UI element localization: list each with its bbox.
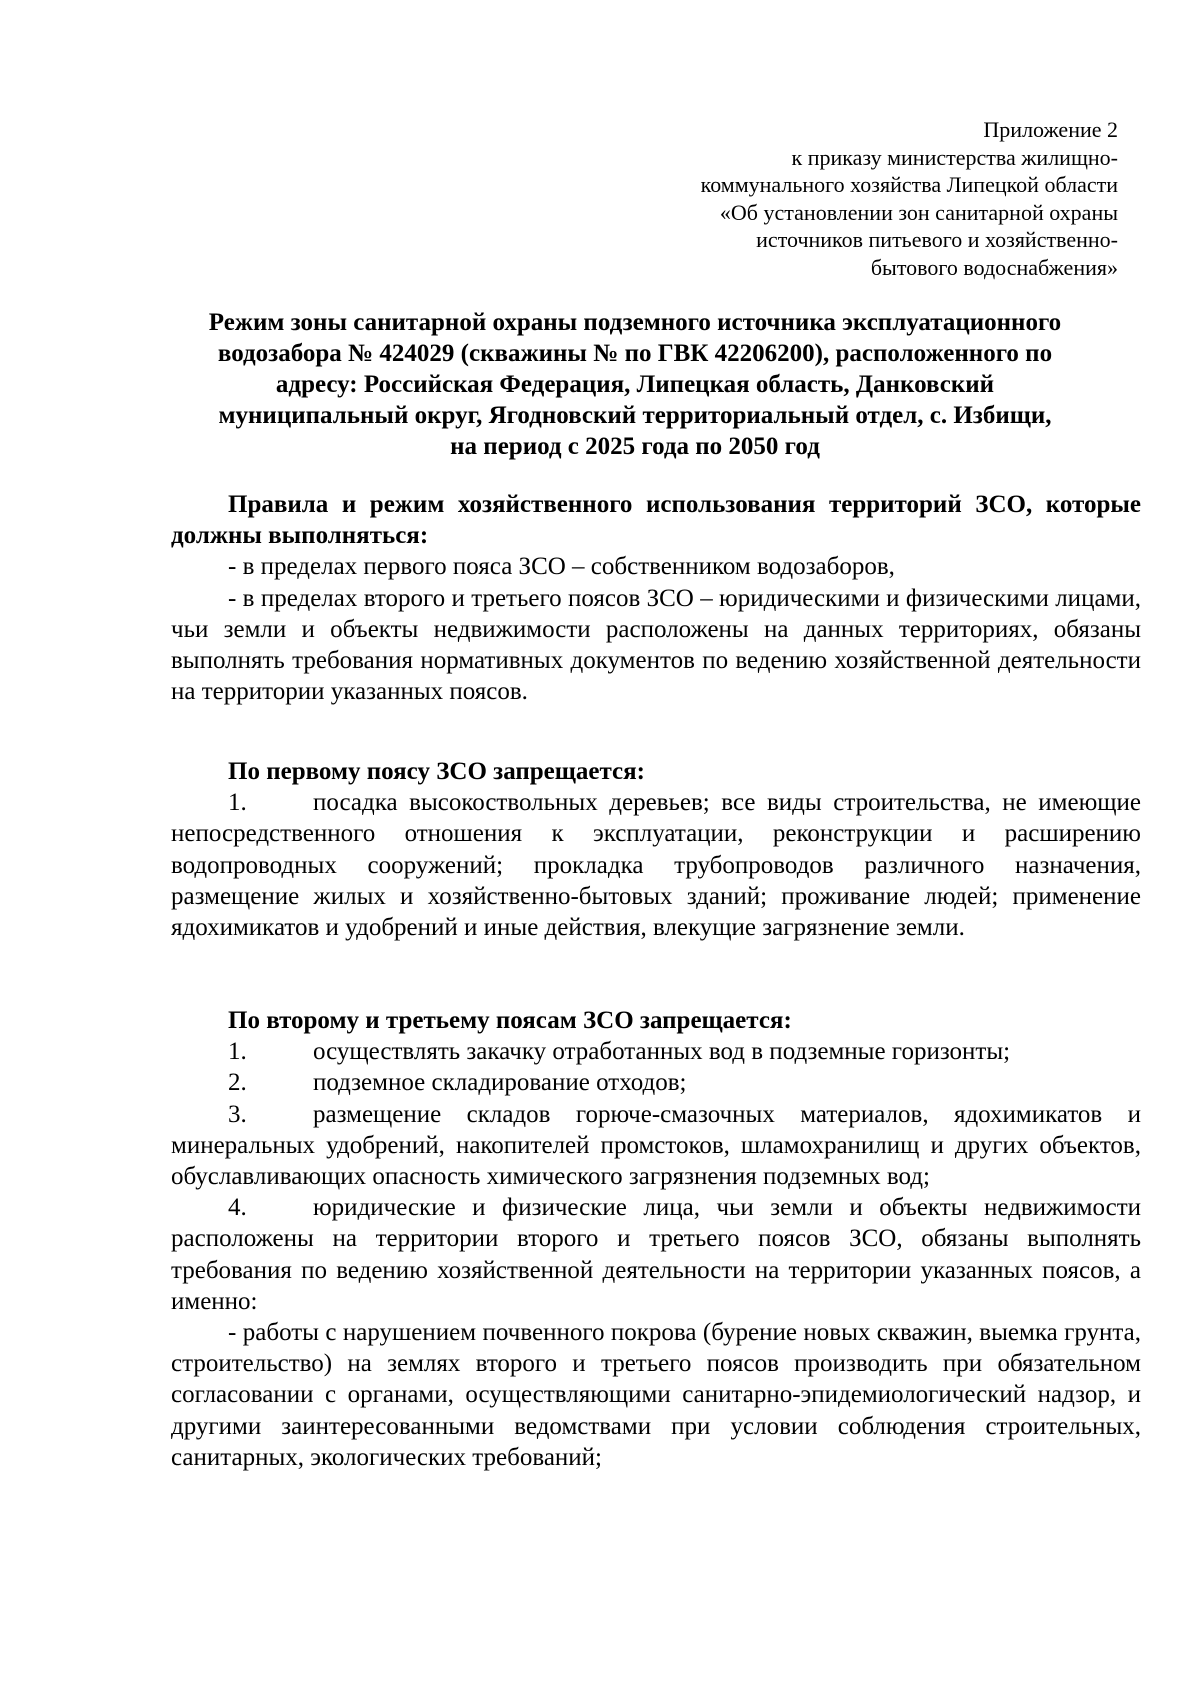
document-title [150, 307, 1120, 462]
rules-section [171, 489, 1141, 707]
item-text: осуществлять закачку отработанных вод в подземные горизонты; [313, 1038, 1011, 1066]
second-third-belt-item [171, 1192, 1141, 1317]
appendix-line: источников питьевого и хозяйственно- [756, 227, 1118, 252]
title-line: адресу: Российская Федерация, Липецкая область, Данковский [275, 371, 995, 398]
first-belt-heading: По первому поясу ЗСО запрещается: [228, 758, 646, 785]
item-text: размещение складов горюче-смазочных материалов, ядохимикатов и минеральных удобрений, накопителей промстоков, шламохранилищ и других объектов, обуславливающих опасность химического загрязнения подземных вод; [171, 1100, 1141, 1191]
second-third-belt-section [171, 1005, 1141, 1473]
title-line: Режим зоны санитарной охраны подземного источника эксплуатационного [208, 309, 1062, 336]
title-line: муниципальный округ, Ягодновский территориальный отдел, с. Избищи, [218, 402, 1052, 429]
appendix-line: коммунального хозяйства Липецкой области [700, 172, 1118, 197]
first-belt-section [171, 756, 1141, 943]
item-number: 1. [228, 789, 247, 817]
item-text: подземное складирование отходов; [313, 1069, 687, 1097]
item-number: 3. [228, 1100, 247, 1128]
rules-item: - в пределах первого пояса ЗСО – собственником водозаборов, [228, 553, 895, 581]
item-text: юридические и физические лица, чьи земли и объекты недвижимости расположены на территории второго и третьего поясов ЗСО, обязаны выполнять требования по ведению хозяйственной деятельности на территории указанных поясов, а именно: [171, 1194, 1141, 1315]
second-third-belt-item [171, 1099, 1141, 1193]
second-third-belt-item [171, 1067, 1141, 1098]
item-number: 1. [228, 1038, 247, 1066]
item-number: 4. [228, 1194, 247, 1222]
rules-item: - в пределах второго и третьего поясов ЗСО – юридическими и физическими лицами, чьи земли и объекты недвижимости расположены на данных территориях, обязаны выполнять требования нормативных документов по ведению хозяйственной деятельности на территории указанных поясов. [171, 584, 1141, 706]
title-line: водозабора № 424029 (скважины № по ГВК 42206200), расположенного по [217, 340, 1053, 367]
second-third-belt-heading: По второму и третьему поясам ЗСО запрещается: [228, 1007, 792, 1034]
appendix-line: Приложение 2 [983, 117, 1118, 142]
second-third-belt-item [171, 1036, 1141, 1067]
appendix-line: бытового водоснабжения» [870, 254, 1118, 280]
appendix-line: к приказу министерства жилищно- [791, 144, 1118, 170]
rules-heading: Правила и режим хозяйственного использования территорий ЗСО, которые должны выполняться: [171, 491, 1141, 550]
first-belt-item [171, 787, 1141, 943]
appendix-line: «Об установлении зон санитарной охраны [719, 199, 1118, 225]
title-line: на период с 2025 года по 2050 год [450, 433, 820, 460]
item-text: посадка высокоствольных деревьев; все виды строительства, не имеющие непосредственного отношения к эксплуатации, реконструкции и расширению водопроводных сооружений; прокладка трубопроводов различного назначения, размещение жилых и хозяйственно-бытовых зданий; проживание людей; применение ядохимикатов и удобрений и иные действия, влекущие загрязнение земли. [171, 789, 1141, 942]
second-third-belt-note: - работы с нарушением почвенного покрова (бурение новых скважин, выемка грунта, строительство) на землях второго и третьего поясов производить при обязательном согласовании с органами, осуществляющими санитарно-эпидемиологический надзор, и другими заинтересованными ведомствами при условии соблюдения строительных, санитарных, экологических требований; [171, 1319, 1141, 1471]
item-number: 2. [228, 1069, 247, 1097]
appendix-header [560, 116, 1118, 281]
